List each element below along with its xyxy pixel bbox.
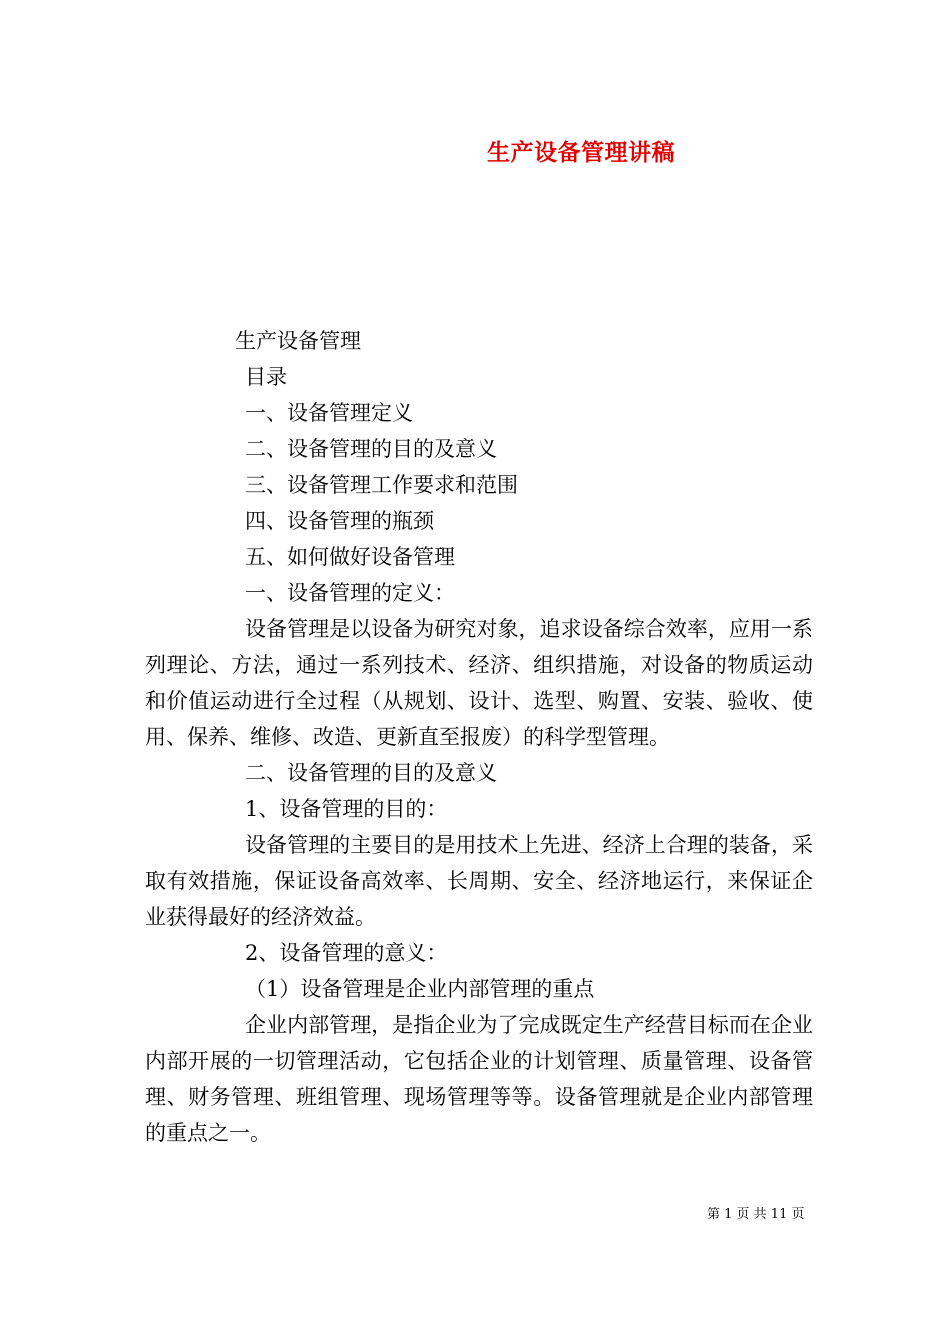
document-body [145,323,813,1151]
subsection1-heading: 1、设备管理的目的： [245,797,448,821]
point1-heading: （1）设备管理是企业内部管理的重点 [245,977,595,1001]
toc-label: 目录 [245,365,287,389]
document-title: 生产设备管理讲稿 [487,139,675,166]
page-number: 第 1 页 共 11 页 [707,1207,805,1222]
toc-item: 一、设备管理定义 [245,401,413,425]
toc-item: 五、如何做好设备管理 [245,545,455,569]
section-heading: 生产设备管理 [235,329,361,353]
subsection2-heading: 2、设备管理的意义： [245,941,448,965]
section2-heading: 二、设备管理的目的及意义 [245,761,497,785]
point1-paragraph: 企业内部管理，是指企业为了完成既定生产经营目标而在企业内部开展的一切管理活动，它包括企业的计划管理、质量管理、设备管理、财务管理、班组管理、现场管理等等。设备管理就是企业内部管理的重点之一。 [145,1013,813,1145]
toc-item: 三、设备管理工作要求和范围 [245,473,518,497]
toc-item: 二、设备管理的目的及意义 [245,437,497,461]
section1-heading: 一、设备管理的定义： [245,581,455,605]
toc-item: 四、设备管理的瓶颈 [245,509,434,533]
section1-paragraph: 设备管理是以设备为研究对象，追求设备综合效率，应用一系列理论、方法，通过一系列技术、经济、组织措施，对设备的物质运动和价值运动进行全过程（从规划、设计、选型、购置、安装、验收、使用、保养、维修、改造、更新直至报废）的科学型管理。 [145,617,813,749]
subsection1-paragraph: 设备管理的主要目的是用技术上先进、经济上合理的装备，采取有效措施，保证设备高效率、长周期、安全、经济地运行，来保证企业获得最好的经济效益。 [145,833,813,929]
